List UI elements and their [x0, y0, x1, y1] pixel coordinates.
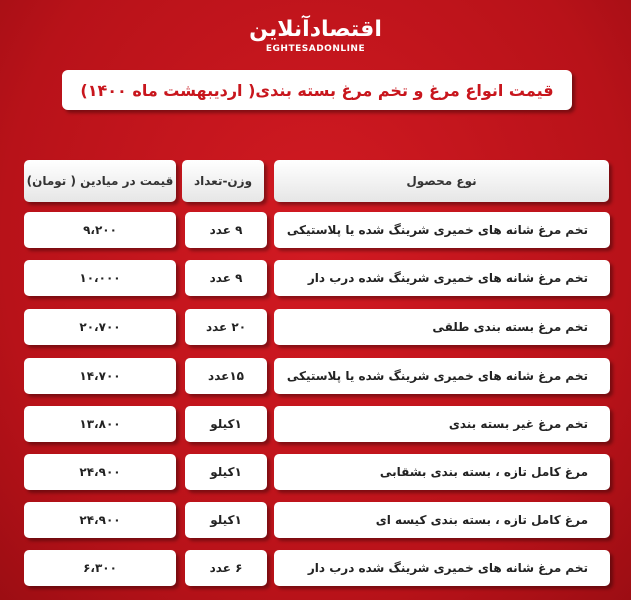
table-row	[0, 358, 631, 394]
table-row	[0, 260, 631, 296]
price-cell: ۹،۲۰۰	[24, 212, 176, 248]
weight-cell: ۹ عدد	[185, 260, 267, 296]
table-row	[0, 502, 631, 538]
table-row	[0, 406, 631, 442]
table-row	[0, 550, 631, 586]
price-cell: ۱۰،۰۰۰	[24, 260, 176, 296]
product-cell: مرغ کامل تازه ، بسته بندی کیسه ای	[274, 502, 610, 538]
price-cell: ۱۴،۷۰۰	[24, 358, 176, 394]
logo-subtext: EGHTESADONLINE	[265, 44, 366, 54]
header-product: نوع محصول	[274, 160, 609, 202]
logo-text: اقتصادآنلاین	[249, 17, 382, 42]
price-cell: ۶،۳۰۰	[24, 550, 176, 586]
table-row	[0, 309, 631, 345]
weight-cell: ۶ عدد	[185, 550, 267, 586]
product-cell: تخم مرغ شانه های خمیری شرینگ شده یا پلاستیکی	[274, 212, 610, 248]
product-cell: تخم مرغ شانه های خمیری شرینگ شده یا پلاستیکی	[274, 358, 610, 394]
product-cell: تخم مرغ بسته بندی طلقی	[274, 309, 610, 345]
weight-cell: ۱کیلو	[185, 454, 267, 490]
header-weight: وزن-تعداد	[182, 160, 264, 202]
product-cell: تخم مرغ شانه های خمیری شرینگ شده درب دار	[274, 260, 610, 296]
table-row	[0, 454, 631, 490]
price-cell: ۱۳،۸۰۰	[24, 406, 176, 442]
weight-cell: ۱۵عدد	[185, 358, 267, 394]
product-cell: تخم مرغ شانه های خمیری شرینگ شده درب دار	[274, 550, 610, 586]
weight-cell: ۲۰ عدد	[185, 309, 267, 345]
site-logo	[0, 10, 631, 62]
weight-cell: ۹ عدد	[185, 212, 267, 248]
weight-cell: ۱کیلو	[185, 406, 267, 442]
product-cell: تخم مرغ غیر بسته بندی	[274, 406, 610, 442]
price-cell: ۲۰،۷۰۰	[24, 309, 176, 345]
page-title: قیمت انواع مرغ و تخم مرغ بسته بندی( اردیبهشت ماه ۱۴۰۰)	[62, 70, 572, 110]
header-price: قیمت در میادین ( تومان)	[24, 160, 176, 202]
product-cell: مرغ کامل تازه ، بسته بندی بشقابی	[274, 454, 610, 490]
price-cell: ۲۴،۹۰۰	[24, 502, 176, 538]
weight-cell: ۱کیلو	[185, 502, 267, 538]
table-row	[0, 212, 631, 248]
price-cell: ۲۴،۹۰۰	[24, 454, 176, 490]
